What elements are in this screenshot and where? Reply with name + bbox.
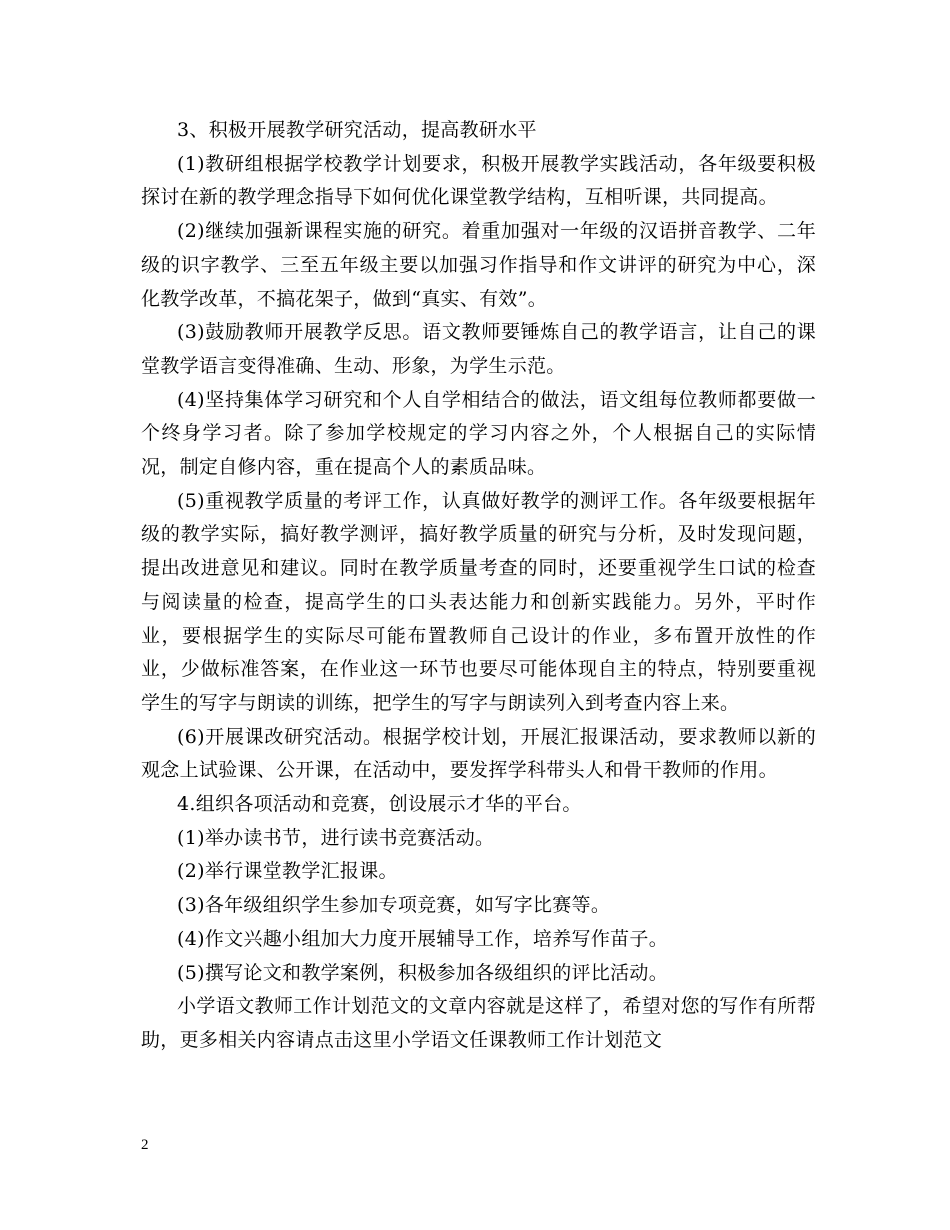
list-item-5: (5)撰写论文和教学案例，积极参加各级组织的评比活动。 xyxy=(177,961,669,984)
section-heading-3: 3、积极开展教学研究活动，提高教研水平 xyxy=(177,119,537,141)
page-number: 2 xyxy=(141,1137,149,1153)
paragraph-item-1: (1)教研组根据学校教学计划要求，积极开展教学实践活动，各年级要积极探讨在新的教学理念指导下如何优化课堂教学结构，互相听课，共同提高。 xyxy=(141,152,816,209)
list-item-3: (3)各年级组织学生参加专项竞赛，如写字比赛等。 xyxy=(177,894,611,917)
list-item-4: (4)作文兴趣小组加大力度开展辅导工作，培养写作苗子。 xyxy=(177,927,669,950)
paragraph-item-4: (4)坚持集体学习研究和个人自学相结合的做法，语文组每位教师都要做一个终身学习者。除了参加学校规定的学习内容之外，个人根据自己的实际情况，制定自修内容，重在提高个人的素质品味。 xyxy=(141,388,816,479)
paragraph-item-3: (3)鼓励教师开展教学反思。语文教师要锤炼自己的教学语言，让自己的课堂教学语言变得准确、生动、形象，为学生示范。 xyxy=(141,321,816,377)
paragraph-item-6: (6)开展课改研究活动。根据学校计划，开展汇报课活动，要求教师以新的观念上试验课、公开课，在活动中，要发挥学科带头人和骨干教师的作用。 xyxy=(141,725,816,782)
section-heading-4: 4.组织各项活动和竞赛，创设展示才华的平台。 xyxy=(177,793,582,816)
document-body xyxy=(141,114,816,1058)
list-item-1: (1)举办读书节，进行读书竞赛活动。 xyxy=(177,826,495,849)
paragraph-item-5: (5)重视教学质量的考评工作，认真做好教学的测评工作。各年级要根据年级的教学实际，搞好教学测评，搞好教学质量的研究与分析，及时发现问题，提出改进意见和建议。同时在教学质量考查的同时，还要重视学生口试的检查与阅读量的检查，提高学生的口头表达能力和创新实践能力。另外，平时作业，要根据学生的实际尽可能布置教师自己设计的作业，多布置开放性的作业，少做标准答案，在作业这一环节也要尽可能体现自主的特点，特别要重视学生的写字与朗读的训练，把学生的写字与朗读列入到考查内容上来。 xyxy=(141,489,816,714)
closing-paragraph: 小学语文教师工作计划范文的文章内容就是这样了，希望对您的写作有所帮助，更多相关内容请点击这里小学语文任课教师工作计划范文 xyxy=(141,995,816,1051)
list-item-2: (2)举行课堂教学汇报课。 xyxy=(177,860,398,883)
paragraph-item-2: (2)继续加强新课程实施的研究。着重加强对一年级的汉语拼音教学、二年级的识字教学、三至五年级主要以加强习作指导和作文讲评的研究为中心，深化教学改革，不搞花架子，做到“真实、有效”。 xyxy=(141,220,816,310)
